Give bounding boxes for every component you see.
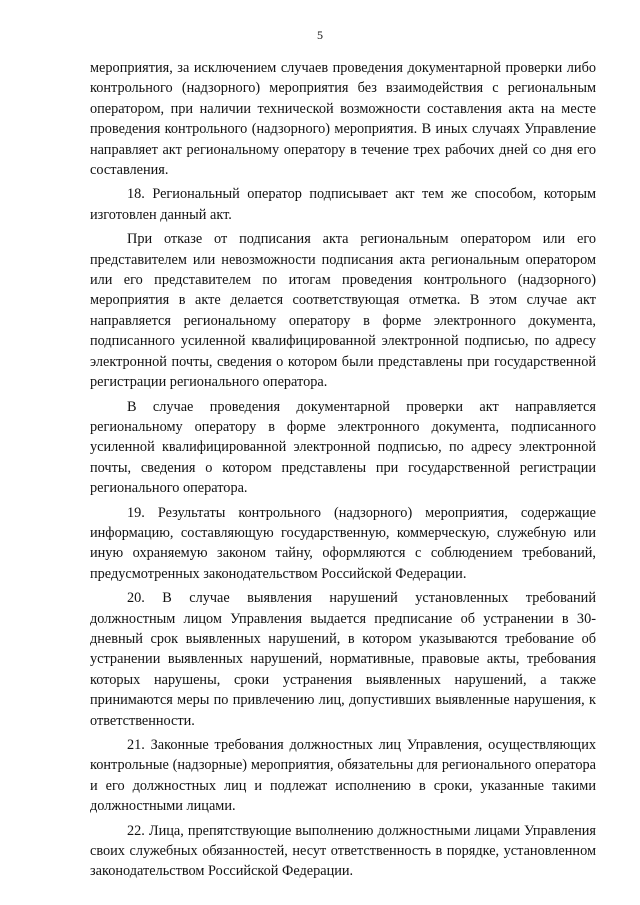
- page-number: 5: [317, 28, 323, 42]
- paragraph-item-18: 18. Региональный оператор подписывает акт тем же способом, которым изготовлен данный акт.: [90, 186, 596, 223]
- paragraph-item-19: 19. Результаты контрольного (надзорного) мероприятия, содержащие информацию, составляющую государственную, коммерческую, служебную или иную охраняемую законом тайну, оформляются с соблюдением требований, предусмотренных законодательством Российской Федерации.: [90, 504, 596, 582]
- paragraph-item-21: 21. Законные требования должностных лиц Управления, осуществляющих контрольные (надзорные) мероприятия, обязательны для регионального оператора и его должностных лиц и подлежат исполнению в сроки, указанные такими должностными лицами.: [90, 737, 596, 815]
- paragraph-item-20: 20. В случае выявления нарушений установленных требований должностным лицом Управления выдается предписание об устранении в 30-дневный срок выявленных нарушений, в котором указываются требование об устранении выявленных нарушений, нормативные, правовые акты, требования которых нарушены, сроки устранения выявленных нарушений, а также принимаются меры по привлечению лиц, допустивших выявленные нарушения, к ответственности.: [90, 590, 596, 729]
- document-body: [90, 58, 596, 886]
- paragraph-refusal-to-sign: При отказе от подписания акта региональным оператором или его представителем или невозможности подписания акта региональным оператором или его представителем по итогам проведения контрольного (надзорного) мероприятия в акте делается соответствующая отметка. В этом случае акт направляется региональному оператору в форме электронного документа, подписанного усиленной квалифицированной электронной подписью, по адресу электронной почты, сведения о котором были представлены при государственной регистрации регионального оператора.: [90, 231, 596, 391]
- paragraph-documentary-check: В случае проведения документарной проверки акт направляется региональному оператору в форме электронного документа, подписанного усиленной квалифицированной электронной подписью, по адресу электронной почты, сведения о котором представлены при государственной регистрации регионального оператора.: [90, 398, 596, 497]
- paragraph-item-22: 22. Лица, препятствующие выполнению должностными лицами Управления своих служебных обязанностей, несут ответственность в порядке, установленном законодательством Российской Федерации.: [90, 822, 596, 880]
- paragraph-continuation: мероприятия, за исключением случаев проведения документарной проверки либо контрольного (надзорного) мероприятия без взаимодействия с региональным оператором, при наличии технической возможности составления акта на месте проведения контрольного (надзорного) мероприятия. В иных случаях Управление направляет акт региональному оператору в течение трех рабочих дней со дня его составления.: [90, 60, 596, 179]
